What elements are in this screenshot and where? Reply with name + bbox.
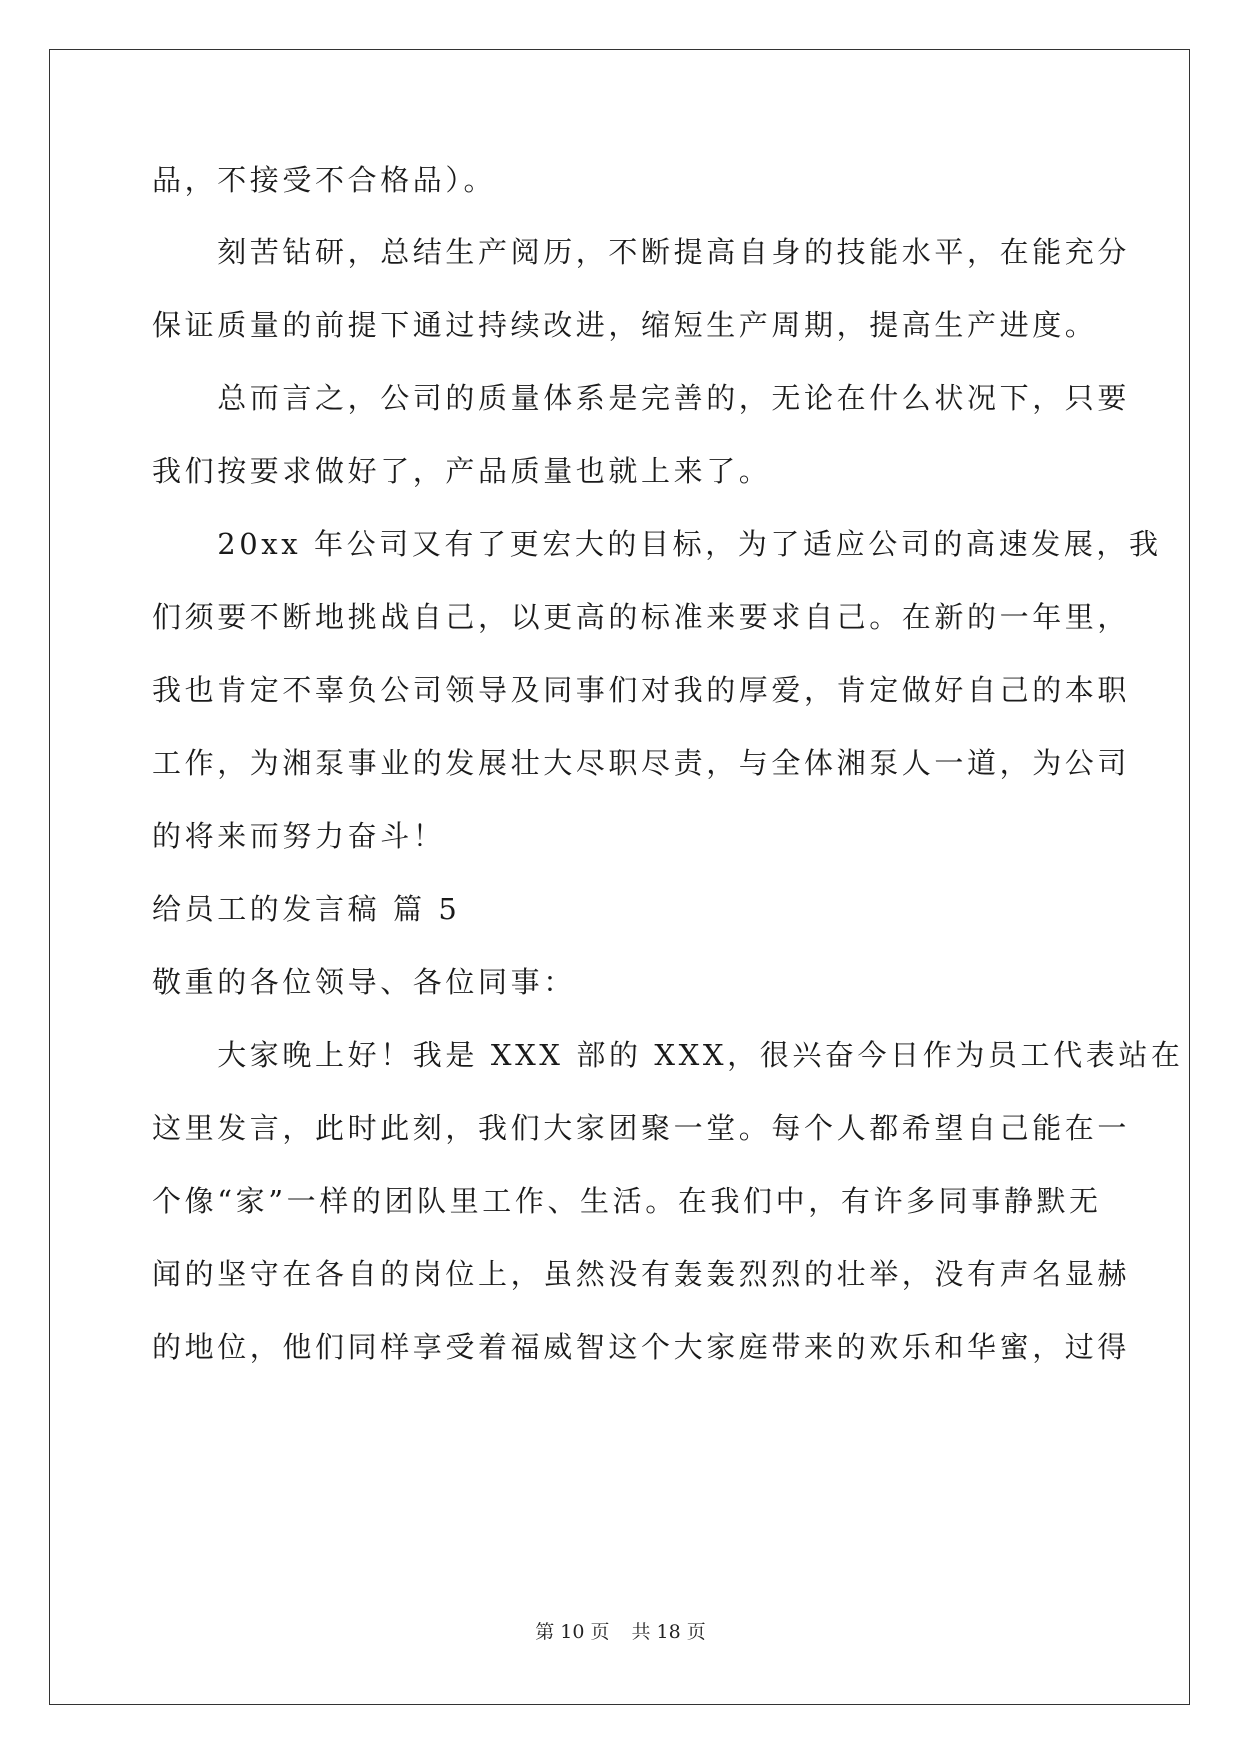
page-footer: [0, 1620, 1241, 1644]
page-number-current: 第 10 页: [535, 1621, 610, 1643]
text-line: 我们按要求做好了，产品质量也就上来了。: [152, 454, 772, 488]
text-line: 闻的坚守在各自的岗位上，虽然没有轰轰烈烈的壮举，没有声名显赫: [152, 1257, 1131, 1291]
section-heading: 给员工的发言稿 篇 5: [152, 892, 461, 926]
text-line: 保证质量的前提下通过持续改进，缩短生产周期，提高生产进度。: [152, 308, 1098, 342]
text-line: 大家晚上好！我是 XXX 部的 XXX，很兴奋今日作为员工代表站在: [152, 1038, 1184, 1072]
text-line: 工作，为湘泵事业的发展壮大尽职尽责，与全体湘泵人一道，为公司: [152, 746, 1131, 780]
text-line: 的将来而努力奋斗！: [152, 819, 446, 853]
page-number-total: 共 18 页: [631, 1621, 706, 1643]
page-border: [49, 49, 1190, 1705]
text-line: 总而言之，公司的质量体系是完善的，无论在什么状况下，只要: [152, 381, 1131, 415]
text-line: 的地位，他们同样享受着福威智这个大家庭带来的欢乐和华蜜，过得: [152, 1330, 1131, 1364]
text-line: 20xx 年公司又有了更宏大的目标，为了适应公司的高速发展，我: [152, 527, 1162, 561]
text-line: 这里发言，此时此刻，我们大家团聚一堂。每个人都希望自己能在一: [152, 1111, 1131, 1145]
text-line: 们须要不断地挑战自己，以更高的标准来要求自己。在新的一年里，: [152, 600, 1131, 634]
text-line: 个像“家”一样的团队里工作、生活。在我们中，有许多同事静默无: [152, 1184, 1102, 1218]
text-line: 品，不接受不合格品）。: [152, 163, 497, 197]
text-line: 我也肯定不辜负公司领导及同事们对我的厚爱，肯定做好自己的本职: [152, 673, 1131, 707]
salutation: 敬重的各位领导、各位同事：: [152, 965, 576, 999]
text-line: 刻苦钻研，总结生产阅历，不断提高自身的技能水平，在能充分: [152, 235, 1131, 269]
